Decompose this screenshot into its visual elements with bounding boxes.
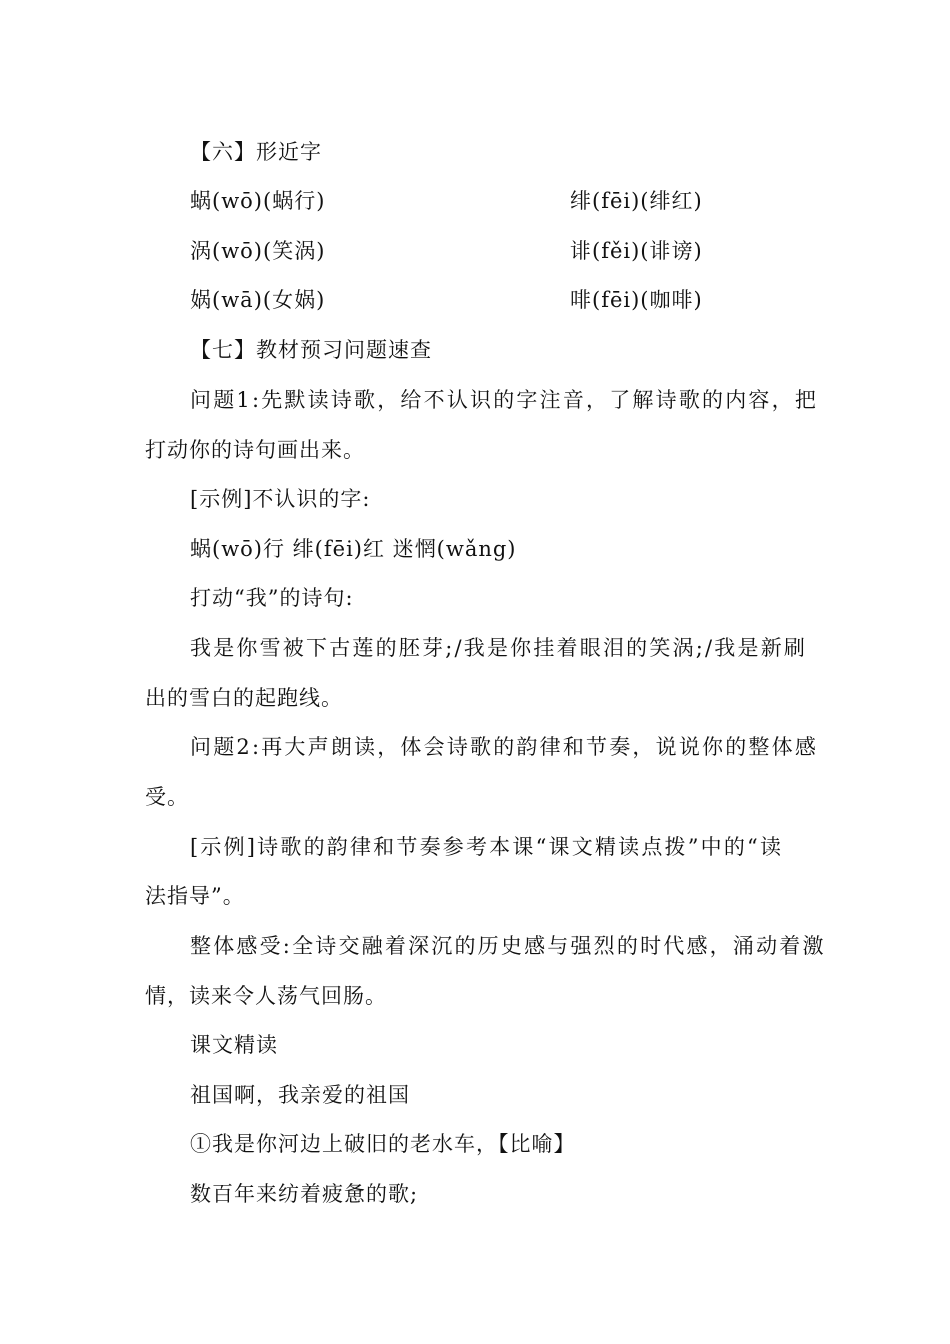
similar-char-wa-nuwa: 娲(wā)(女娲)	[190, 288, 326, 312]
overall-feeling-line-1: 整体感受:全诗交融着深沉的历史感与强烈的时代感，涌动着激	[190, 934, 826, 958]
example-rhythm-line-2: 法指导”。	[145, 884, 245, 908]
similar-char-fei-feihong: 绯(fēi)(绯红)	[570, 189, 703, 213]
similar-char-wo-xiaowo: 涡(wō)(笑涡)	[190, 239, 326, 263]
similar-char-fei-feibang: 诽(fěi)(诽谤)	[570, 239, 703, 263]
poem-title: 祖国啊，我亲爱的祖国	[190, 1083, 410, 1107]
similar-char-row-3	[190, 287, 703, 313]
similar-char-row-2	[190, 238, 703, 264]
example-rhythm-line-1: [示例]诗歌的韵律和节奏参考本课“课文精读点拨”中的“读	[190, 835, 784, 859]
example-label-2: 打动“我”的诗句:	[190, 586, 354, 610]
poem-line-2: 数百年来纺着疲惫的歌;	[190, 1182, 419, 1206]
example-words: 蜗(wō)行 绯(fēi)红 迷惘(wǎng)	[190, 537, 517, 561]
similar-char-wo-woxing: 蜗(wō)(蜗行)	[190, 189, 326, 213]
question-1-line-1: 问题1:先默读诗歌，给不认识的字注音，了解诗歌的内容，把	[190, 388, 819, 412]
similar-char-row-1	[190, 188, 703, 214]
similar-char-fei-kafei: 啡(fēi)(咖啡)	[570, 288, 703, 312]
example-verse-line-2: 出的雪白的起跑线。	[145, 686, 343, 710]
question-2-line-2: 受。	[145, 785, 189, 809]
question-2-line-1: 问题2:再大声朗读，体会诗歌的韵律和节奏，说说你的整体感	[190, 735, 819, 759]
section-heading-7: 【七】教材预习问题速查	[190, 338, 432, 362]
overall-feeling-line-2: 情，读来令人荡气回肠。	[145, 984, 387, 1008]
section-heading-6: 【六】形近字	[190, 140, 322, 164]
poem-line-1: ①我是你河边上破旧的老水车，【比喻】	[190, 1132, 576, 1156]
example-verse-line-1: 我是你雪被下古莲的胚芽;/我是你挂着眼泪的笑涡;/我是新刷	[190, 636, 808, 660]
question-1-line-2: 打动你的诗句画出来。	[145, 438, 365, 462]
section-close-reading: 课文精读	[190, 1033, 278, 1057]
example-label-1: [示例]不认识的字:	[190, 487, 371, 511]
